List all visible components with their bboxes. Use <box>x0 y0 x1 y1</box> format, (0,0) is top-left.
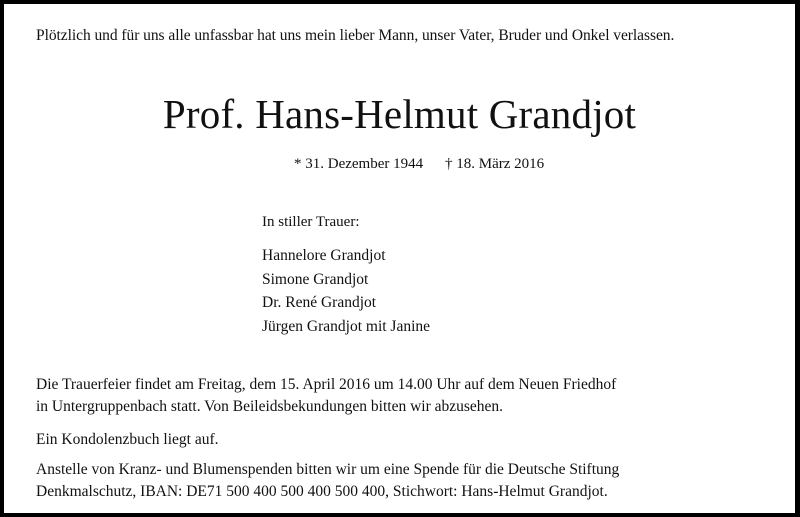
condolence-book: Ein Kondolenzbuch liegt auf. <box>36 431 219 448</box>
death-date: † 18. März 2016 <box>445 156 545 172</box>
intro-text: Plötzlich und für uns alle unfassbar hat uns mein lieber Mann, unser Vater, Bruder und Onkel verlassen. <box>36 27 675 44</box>
funeral-info <box>36 374 616 418</box>
birth-date: * 31. Dezember 1944 <box>294 156 424 172</box>
mourner: Hannelore Grandjot <box>262 247 386 264</box>
deceased-name: Prof. Hans-Helmut Grandjot <box>162 91 637 137</box>
mourning-heading: In stiller Trauer: <box>262 214 360 230</box>
mourner: Simone Grandjot <box>262 270 369 288</box>
funeral-line: in Untergruppenbach statt. Von Beileidsbekundungen bitten wir abzusehen. <box>36 398 504 415</box>
mourner: Dr. René Grandjot <box>262 294 377 311</box>
donation-line: Denkmalschutz, IBAN: DE71 500 400 500 400 500 400, Stichwort: Hans-Helmut Grandjot. <box>36 483 608 500</box>
mourner: Jürgen Grandjot mit Janine <box>262 317 431 335</box>
donation-line: Anstelle von Kranz- und Blumenspenden bitten wir um eine Spende für die Deutsche Stiftung <box>36 461 620 478</box>
funeral-line: Die Trauerfeier findet am Freitag, dem 15. April 2016 um 14.00 Uhr auf dem Neuen Friedhof <box>36 376 617 393</box>
mourners-list <box>262 244 430 338</box>
donation-info <box>36 459 619 503</box>
